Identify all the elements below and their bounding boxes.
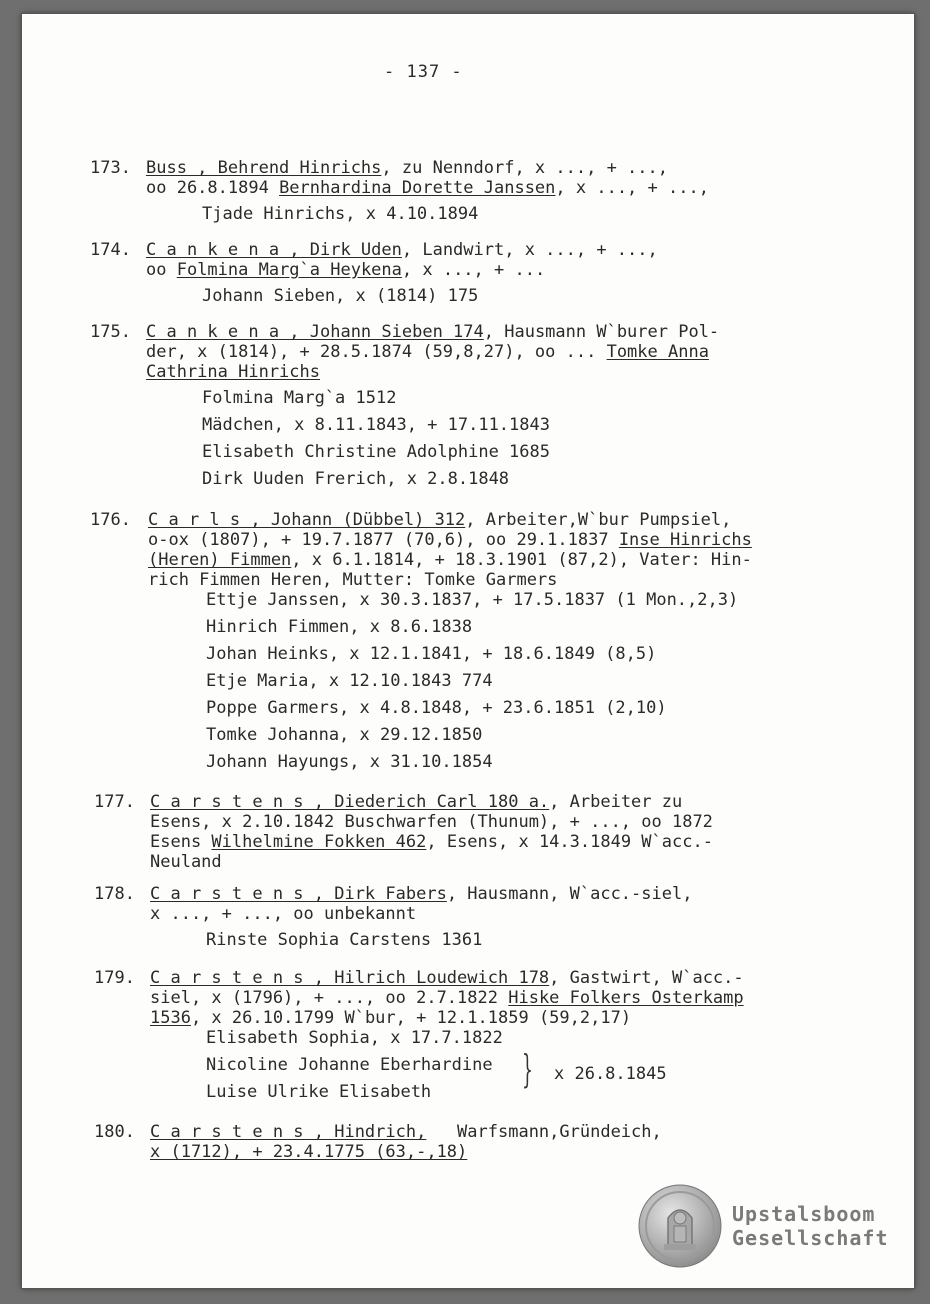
entry-text: der, x (1814), + 28.5.1874 (59,8,27), oo ... [146, 342, 607, 362]
entry-text: , Landwirt, x ..., + ..., [401, 240, 658, 260]
entry-line [150, 884, 692, 904]
page-number: - 137 - [384, 62, 463, 82]
seal-icon [638, 1184, 722, 1268]
entry-line [146, 322, 719, 342]
entry-number: 180. [94, 1122, 135, 1142]
entry-line [146, 260, 545, 280]
person-name: C a n k e n a , Dirk Uden [146, 240, 402, 260]
child-entry: Elisabeth Sophia, x 17.7.1822 [206, 1028, 503, 1048]
spouse-name: Hiske Folkers Osterkamp [508, 988, 744, 1008]
person-name: C a n k e n a , Johann Sieben 174 [146, 322, 484, 342]
entry-line: Neuland [150, 852, 222, 872]
child-entry: Etje Maria, x 12.10.1843 774 [206, 671, 493, 691]
entry-line [150, 1142, 467, 1162]
child-entry: Luise Ulrike Elisabeth [206, 1082, 432, 1102]
entry-text: , Hausmann W`burer Pol- [483, 322, 720, 342]
entry-number: 177. [94, 792, 135, 812]
entry-text: , x 26.10.1799 W`bur, + 12.1.1859 (59,2,17) [190, 1008, 632, 1028]
child-entry: Ettje Janssen, x 30.3.1837, + 17.5.1837 (1 Mon.,2,3) [206, 590, 739, 610]
spouse-name: Folmina Marg`a Heykena [176, 260, 402, 280]
entry-line [150, 988, 744, 1008]
entry-line [150, 1122, 662, 1142]
child-entry: Mädchen, x 8.11.1843, + 17.11.1843 [202, 415, 550, 435]
child-entry: Tomke Johanna, x 29.12.1850 [206, 725, 483, 745]
child-entry: Johann Hayungs, x 31.10.1854 [206, 752, 493, 772]
entry-text: Warfsmann,Gründeich, [426, 1122, 662, 1142]
child-entry: Folmina Marg`a 1512 [202, 388, 397, 408]
entry-line: x ..., + ..., oo unbekannt [150, 904, 417, 924]
entry-line [146, 362, 320, 382]
person-name: C a r s t e n s , Hilrich Loudewich 178 [150, 968, 550, 988]
entry-line: rich Fimmen Heren, Mutter: Tomke Garmers [148, 570, 558, 590]
spouse-name: Bernhardina Dorette Janssen [279, 178, 556, 198]
child-entry: Tjade Hinrichs, x 4.10.1894 [202, 204, 479, 224]
child-entry: Elisabeth Christine Adolphine 1685 [202, 442, 550, 462]
logo-line-1: Upstalsboom [732, 1202, 876, 1226]
entry-line [150, 792, 682, 812]
child-entry: Hinrich Fimmen, x 8.6.1838 [206, 617, 473, 637]
entry-line [148, 550, 752, 570]
entry-text: , Gastwirt, W`acc.- [549, 968, 744, 988]
twins-date: x 26.8.1845 [554, 1064, 667, 1084]
entry-number: 179. [94, 968, 135, 988]
entry-text: , Arbeiter,W`bur Pumpsiel, [465, 510, 732, 530]
entry-line [148, 510, 731, 530]
entry-text: , zu Nenndorf, x ..., + ..., [381, 158, 668, 178]
entry-line [146, 240, 658, 260]
person-dates: x (1712), + 23.4.1775 (63,-,18) [150, 1142, 468, 1162]
child-entry: Dirk Uuden Frerich, x 2.8.1848 [202, 469, 510, 489]
logo-line-2: Gesellschaft [732, 1226, 889, 1250]
entry-number: 175. [90, 322, 131, 342]
entry-text: , x ..., + ..., [555, 178, 709, 198]
entry-text: , x ..., + ... [401, 260, 546, 280]
entry-text: o-ox (1807), + 19.7.1877 (70,6), oo 29.1.1837 [148, 530, 619, 550]
upstalsboom-logo [638, 1184, 889, 1268]
entry-text: , Hausmann, W`acc.-siel, [446, 884, 693, 904]
child-entry: Poppe Garmers, x 4.8.1848, + 23.6.1851 (2,10) [206, 698, 667, 718]
entry-text: , x 6.1.1814, + 18.3.1901 (87,2), Vater: Hin- [291, 550, 752, 570]
child-entry: Johann Sieben, x (1814) 175 [202, 286, 479, 306]
child-entry: Rinste Sophia Carstens 1361 [206, 930, 483, 950]
spouse-name: Tomke Anna [606, 342, 709, 362]
person-name: C a r s t e n s , Hindrich, [150, 1122, 427, 1142]
spouse-name: 1536 [150, 1008, 191, 1028]
entry-text: siel, x (1796), + ..., oo 2.7.1822 [150, 988, 509, 1008]
entry-line [146, 158, 668, 178]
child-entry: Johan Heinks, x 12.1.1841, + 18.6.1849 (8,5) [206, 644, 657, 664]
entry-number: 178. [94, 884, 135, 904]
person-name: C a r s t e n s , Dirk Fabers [150, 884, 447, 904]
person-name: C a r s t e n s , Diederich Carl 180 a. [150, 792, 550, 812]
entry-line [146, 178, 709, 198]
entry-text: Esens [150, 832, 212, 852]
entry-text: , Esens, x 14.3.1849 W`acc.- [426, 832, 713, 852]
entry-line [148, 530, 752, 550]
entry-line [150, 968, 744, 988]
person-name: C a r l s , Johann (Dübbel) 312 [148, 510, 466, 530]
entry-line: Esens, x 2.10.1842 Buschwarfen (Thunum), + ..., oo 1872 [150, 812, 713, 832]
entry-text: , Arbeiter zu [549, 792, 683, 812]
twin-brace: } [522, 1047, 533, 1091]
entry-text: oo [146, 260, 177, 280]
entry-number: 173. [90, 158, 131, 178]
spouse-name: Wilhelmine Fokken 462 [211, 832, 427, 852]
spouse-name: Inse Hinrichs [618, 530, 752, 550]
entry-line [150, 1008, 631, 1028]
document-page [22, 14, 914, 1288]
entry-number: 176. [90, 510, 131, 530]
entry-number: 174. [90, 240, 131, 260]
spouse-name: (Heren) Fimmen [148, 550, 292, 570]
logo-text [732, 1202, 889, 1250]
spouse-name: Cathrina Hinrichs [146, 362, 320, 382]
entry-text: oo 26.8.1894 [146, 178, 280, 198]
entry-line [146, 342, 709, 362]
child-entry: Nicoline Johanne Eberhardine [206, 1055, 493, 1075]
person-name: Buss , Behrend Hinrichs [146, 158, 382, 178]
entry-line [150, 832, 713, 852]
